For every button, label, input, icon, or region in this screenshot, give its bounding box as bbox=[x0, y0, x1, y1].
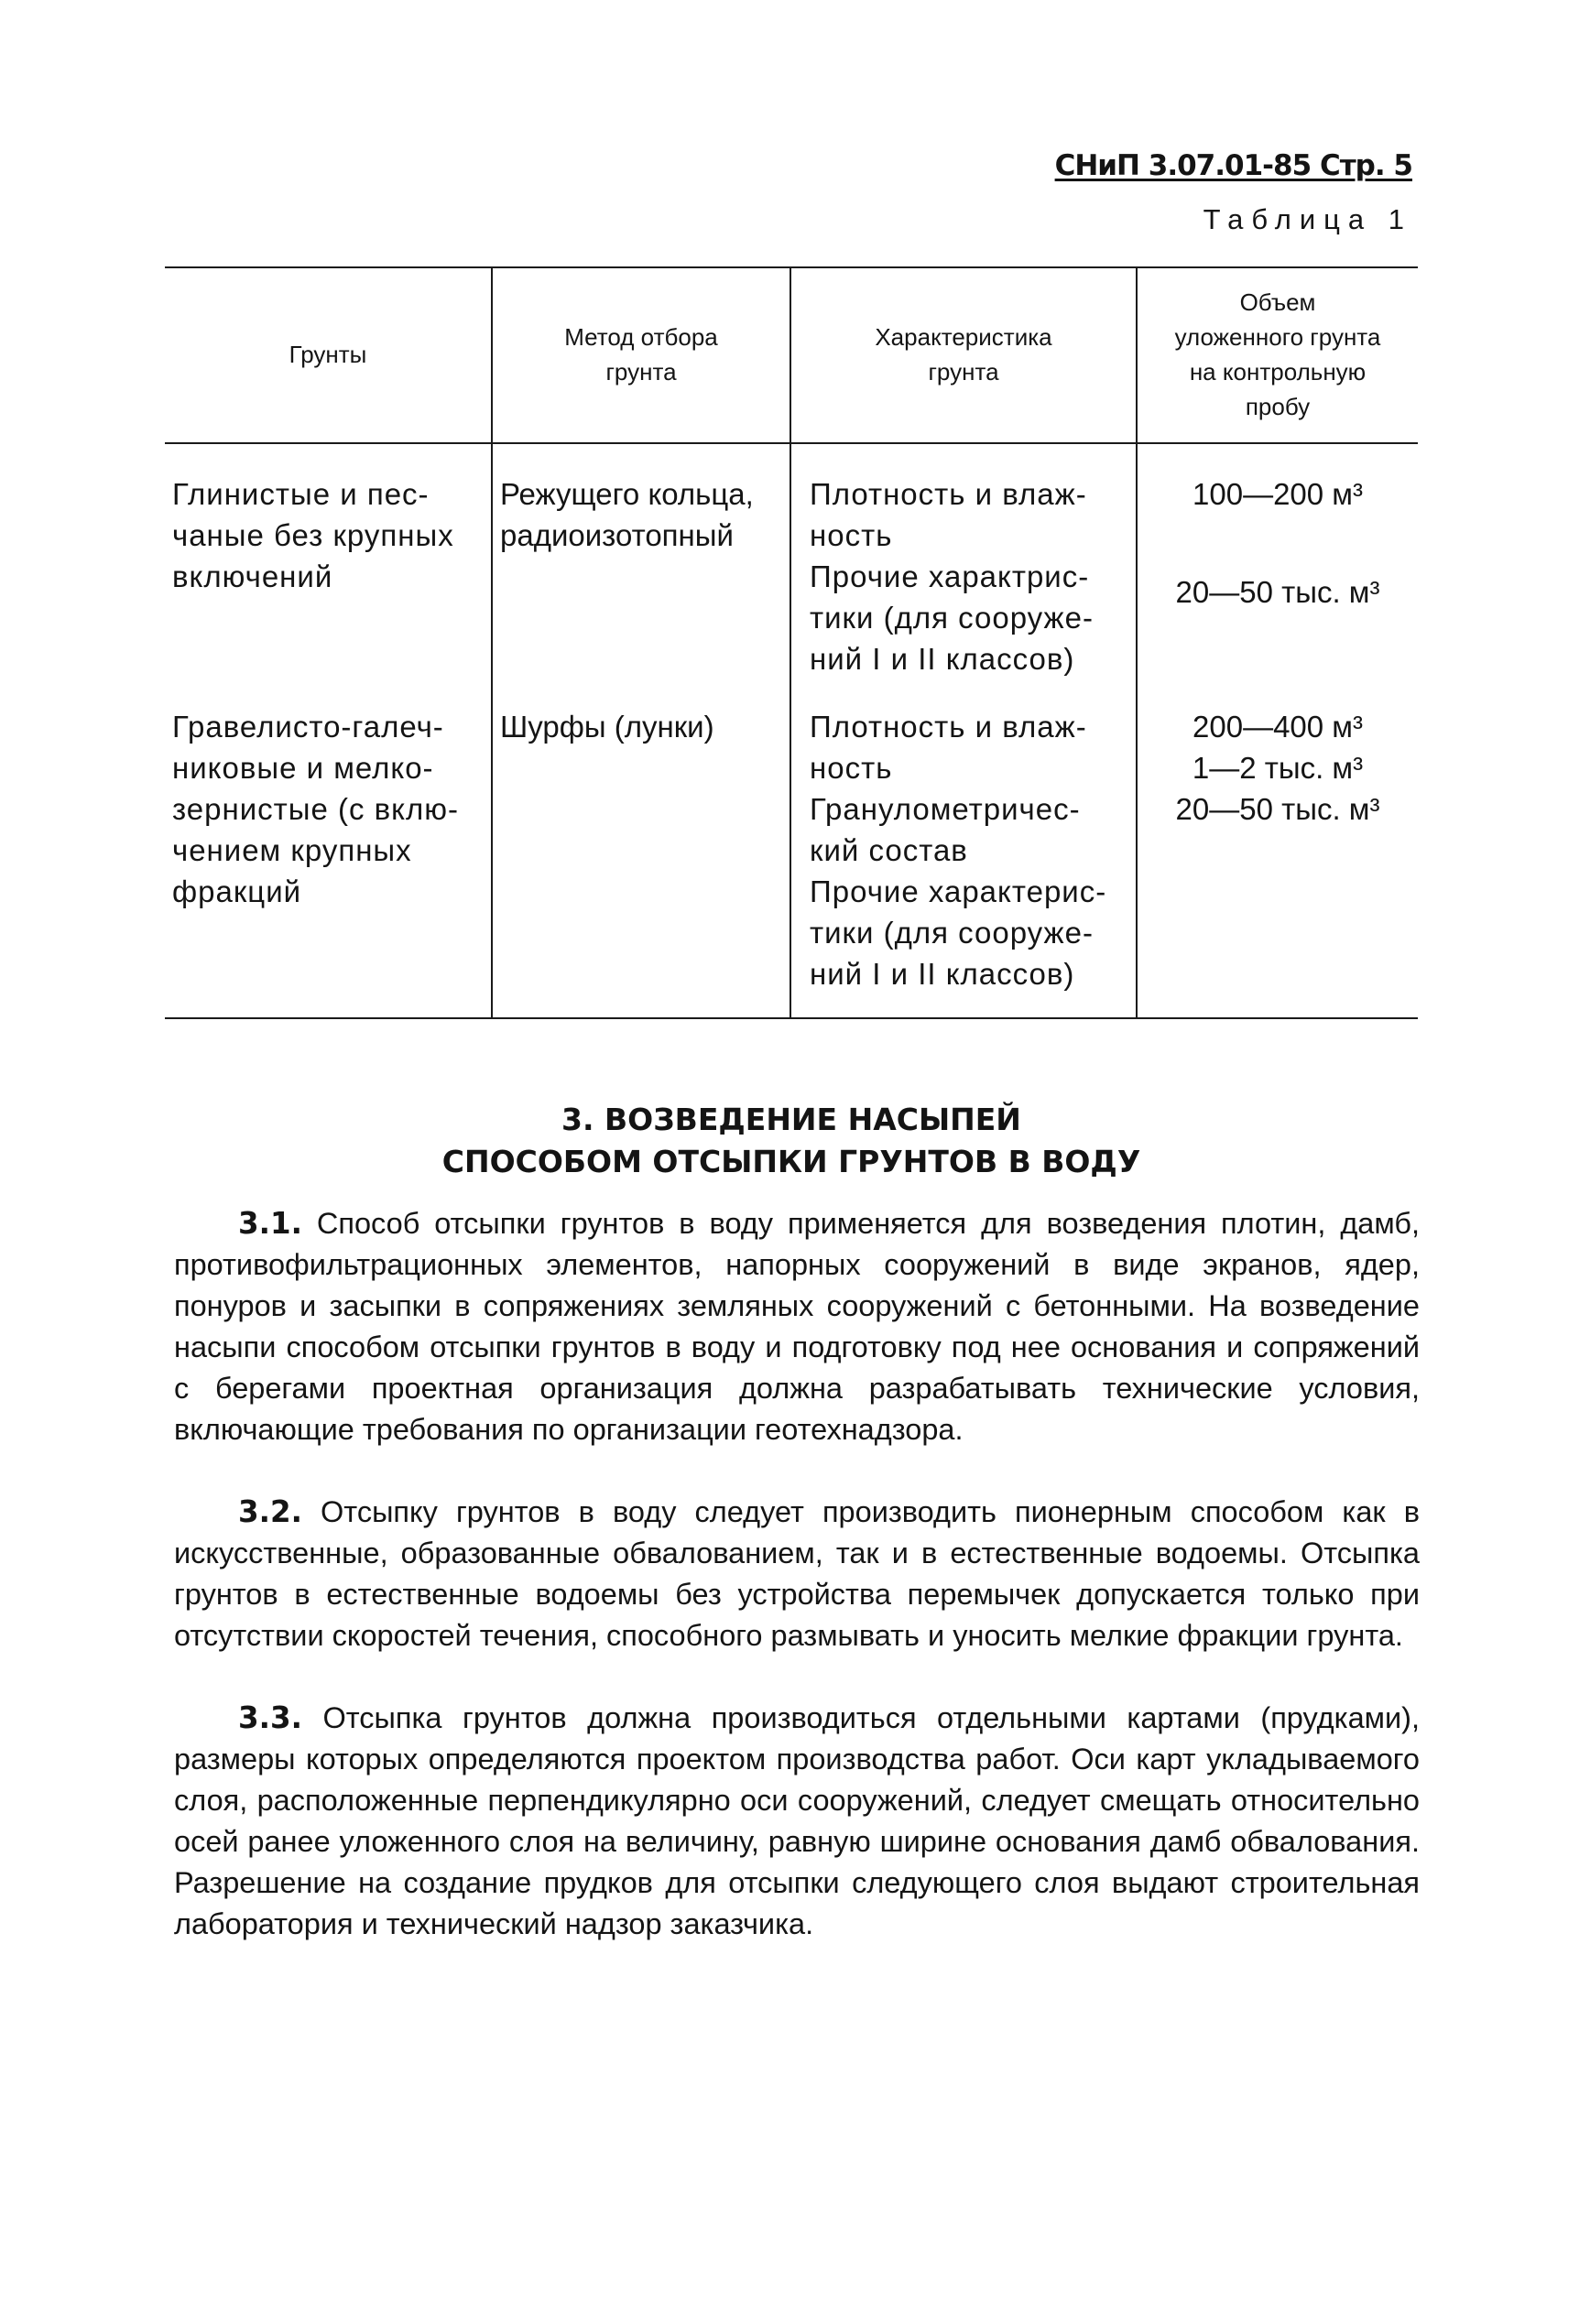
paragraph-3-1 bbox=[174, 1203, 1420, 1450]
paragraph-number: 3.3. bbox=[238, 1700, 302, 1735]
table-cell-characteristics: Плотность и влаж- ность Прочие характрис- тики (для сооруже- ний I и II классов) bbox=[810, 477, 1094, 676]
table-cell-volume: 20—50 тыс. м³ bbox=[1175, 575, 1380, 609]
table-cell-volume: 1—2 тыс. м³ bbox=[1192, 751, 1364, 785]
table-cell-soil: Гравелисто-галеч- никовые и мелко- зернистые (с вклю- чением крупных фракций bbox=[172, 710, 459, 908]
section-title-line: 3. ВОЗВЕДЕНИЕ НАСЫПЕЙ bbox=[561, 1102, 1021, 1137]
table-header-rule bbox=[165, 442, 1418, 444]
section-title bbox=[165, 1099, 1418, 1183]
column-header-sampling-method: Метод отбора грунта bbox=[564, 323, 718, 386]
column-header-volume-per-sample: Объем уложенного грунта на контрольную пробу bbox=[1174, 288, 1381, 420]
paragraph-text: Способ отсыпки грунтов в воду применяется для возведения плотин, дамб, противофильтрационных элементов, напорных сооружений в виде экранов, ядер, понуров и засыпки в сопряжениях земляных сооружений с бетонными. На возведение насыпи способом отсыпки грунтов в воду и подготовку под нее основания и сопряжений с берегами проектная организация должна разрабатывать технические условия, включающие требования по организации геотехнадзора. bbox=[174, 1207, 1420, 1446]
paragraph-text: Отсыпку грунтов в воду следует производить пионерным способом как в искусственные, образованные обвалованием, так и в естественные водоемы. Отсыпка грунтов в естественные водоемы без устройства перемычек допускается только при отсутствии скоростей течения, способного размывать и уносить мелкие фракции грунта. bbox=[174, 1495, 1421, 1652]
table-cell-soil: Глинистые и пес- чаные без крупных включений bbox=[172, 477, 454, 593]
table-cell-characteristics: Плотность и влаж- ность Гранулометричес- кий состав Прочие характерис- тики (для сооруже- ний I и II классов) bbox=[810, 710, 1107, 991]
table-cell-volume: 100—200 м³ bbox=[1192, 477, 1363, 511]
table-cell-volume: 200—400 м³ bbox=[1192, 710, 1363, 744]
soil-sampling-table bbox=[165, 266, 1418, 1019]
column-header-soils: Грунты bbox=[289, 341, 367, 368]
table-cell-method: Шурфы (лунки) bbox=[500, 710, 714, 744]
table-bottom-rule bbox=[165, 1017, 1418, 1019]
table-cell-volume: 20—50 тыс. м³ bbox=[1175, 792, 1380, 826]
table-caption: Таблица 1 bbox=[1203, 203, 1412, 235]
paragraph-3-3 bbox=[174, 1698, 1420, 1945]
page-header-reference: СНиП 3.07.01-85 Стр. 5 bbox=[1054, 149, 1412, 182]
paragraph-text: Отсыпка грунтов должна производиться отдельными картами (прудками), размеры которых определяются проектом производства работ. Оси карт укладываемого слоя, расположенные перпендикулярно оси сооружений, следует смещать относительно осей ранее уложенного слоя на величину, равную ширине основания дамб обвалования. Разрешение на создание прудков для отсыпки следующего слоя выдают строительная лаборатория и технический надзор заказчика. bbox=[174, 1701, 1421, 1940]
column-header-characteristics: Характеристика грунта bbox=[875, 323, 1052, 386]
paragraph-number: 3.1. bbox=[238, 1206, 302, 1241]
paragraph-number: 3.2. bbox=[238, 1494, 302, 1529]
paragraph-3-2 bbox=[174, 1492, 1420, 1656]
table-cell-method: Режущего кольца, радиоизотопный bbox=[500, 477, 754, 552]
section-title-line: СПОСОБОМ ОТСЫПКИ ГРУНТОВ В ВОДУ bbox=[441, 1144, 1141, 1179]
